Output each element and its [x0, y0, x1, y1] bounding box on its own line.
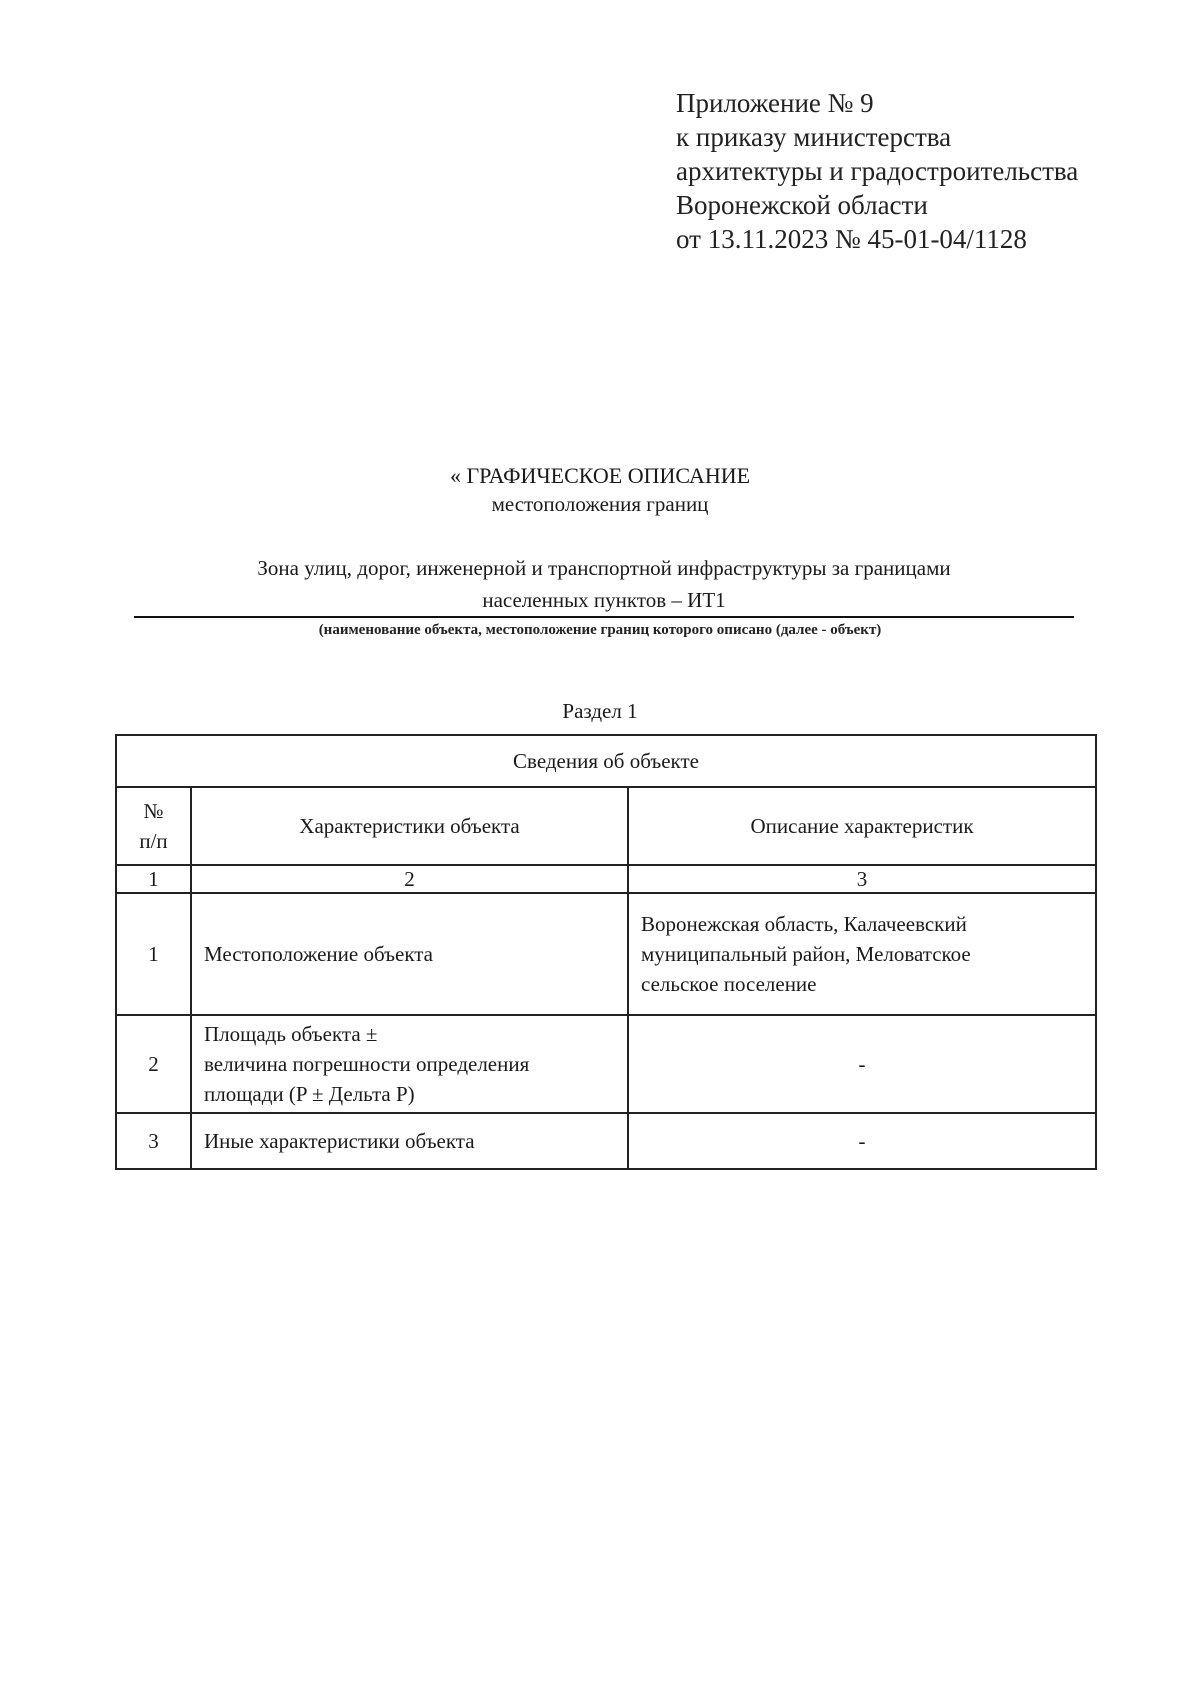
row-characteristic-line: Местоположение объекта — [204, 942, 434, 966]
appendix-line-2: к приказу министерства — [676, 122, 952, 152]
object-name-caption: (наименование объекта, местоположение границ которого описано (далее - объект) — [318, 622, 882, 638]
row-number: 2 — [116, 1015, 191, 1113]
header-num-line-1: № — [143, 799, 164, 823]
column-number-3: 3 — [628, 865, 1096, 893]
header-description: Описание характеристик — [628, 787, 1096, 865]
row-characteristic — [191, 893, 628, 1015]
header-num-line-2: п/п — [139, 829, 168, 853]
row-description — [628, 1113, 1096, 1169]
row-characteristic-line: Площадь объекта ± — [204, 1022, 378, 1046]
row-description — [628, 893, 1096, 1015]
appendix-line-4: Воронежской области — [676, 190, 928, 220]
row-description-line: муниципальный район, Меловатское — [641, 942, 971, 966]
header-characteristic: Характеристики объекта — [191, 787, 628, 865]
table-row — [116, 893, 1096, 1015]
object-info-table — [115, 734, 1097, 1170]
table-row — [116, 1015, 1096, 1113]
object-name-line-2: населенных пунктов – ИТ1 — [482, 588, 726, 612]
column-number-2: 2 — [191, 865, 628, 893]
object-name-line-1: Зона улиц, дорог, инженерной и транспортной инфраструктуры за границами — [257, 556, 951, 580]
row-characteristic-line: величина погрешности определения — [204, 1052, 530, 1076]
appendix-line-3: архитектуры и градостроительства — [676, 156, 1079, 186]
document-title — [0, 462, 1200, 518]
row-number: 3 — [116, 1113, 191, 1169]
appendix-line-1: Приложение № 9 — [676, 88, 874, 118]
row-description-line: Воронежская область, Калачеевский — [641, 912, 967, 936]
row-description — [628, 1015, 1096, 1113]
row-characteristic — [191, 1015, 628, 1113]
appendix-line-5: от 13.11.2023 № 45-01-04/1128 — [676, 224, 1027, 254]
row-characteristic — [191, 1113, 628, 1169]
table-caption-row — [116, 735, 1096, 787]
row-characteristic-line: Иные характеристики объекта — [204, 1129, 475, 1153]
object-name — [136, 552, 1072, 616]
column-number-1: 1 — [116, 865, 191, 893]
document-title-main: « ГРАФИЧЕСКОЕ ОПИСАНИЕ — [449, 463, 751, 488]
header-num — [116, 787, 191, 865]
table-row — [116, 1113, 1096, 1169]
column-number-row — [116, 865, 1096, 893]
object-name-underline — [134, 616, 1074, 618]
row-description-line: - — [858, 1129, 866, 1153]
document-title-sub: местоположения границ — [491, 492, 709, 516]
row-description-line: сельское поселение — [641, 972, 817, 996]
table-header-row — [116, 787, 1096, 865]
row-number: 1 — [116, 893, 191, 1015]
table-caption: Сведения об объекте — [116, 735, 1096, 787]
appendix-header — [676, 86, 1078, 256]
row-characteristic-line: площади (P ± Дельта P) — [204, 1082, 415, 1106]
row-description-line: - — [858, 1052, 866, 1076]
section-label: Раздел 1 — [562, 699, 638, 723]
